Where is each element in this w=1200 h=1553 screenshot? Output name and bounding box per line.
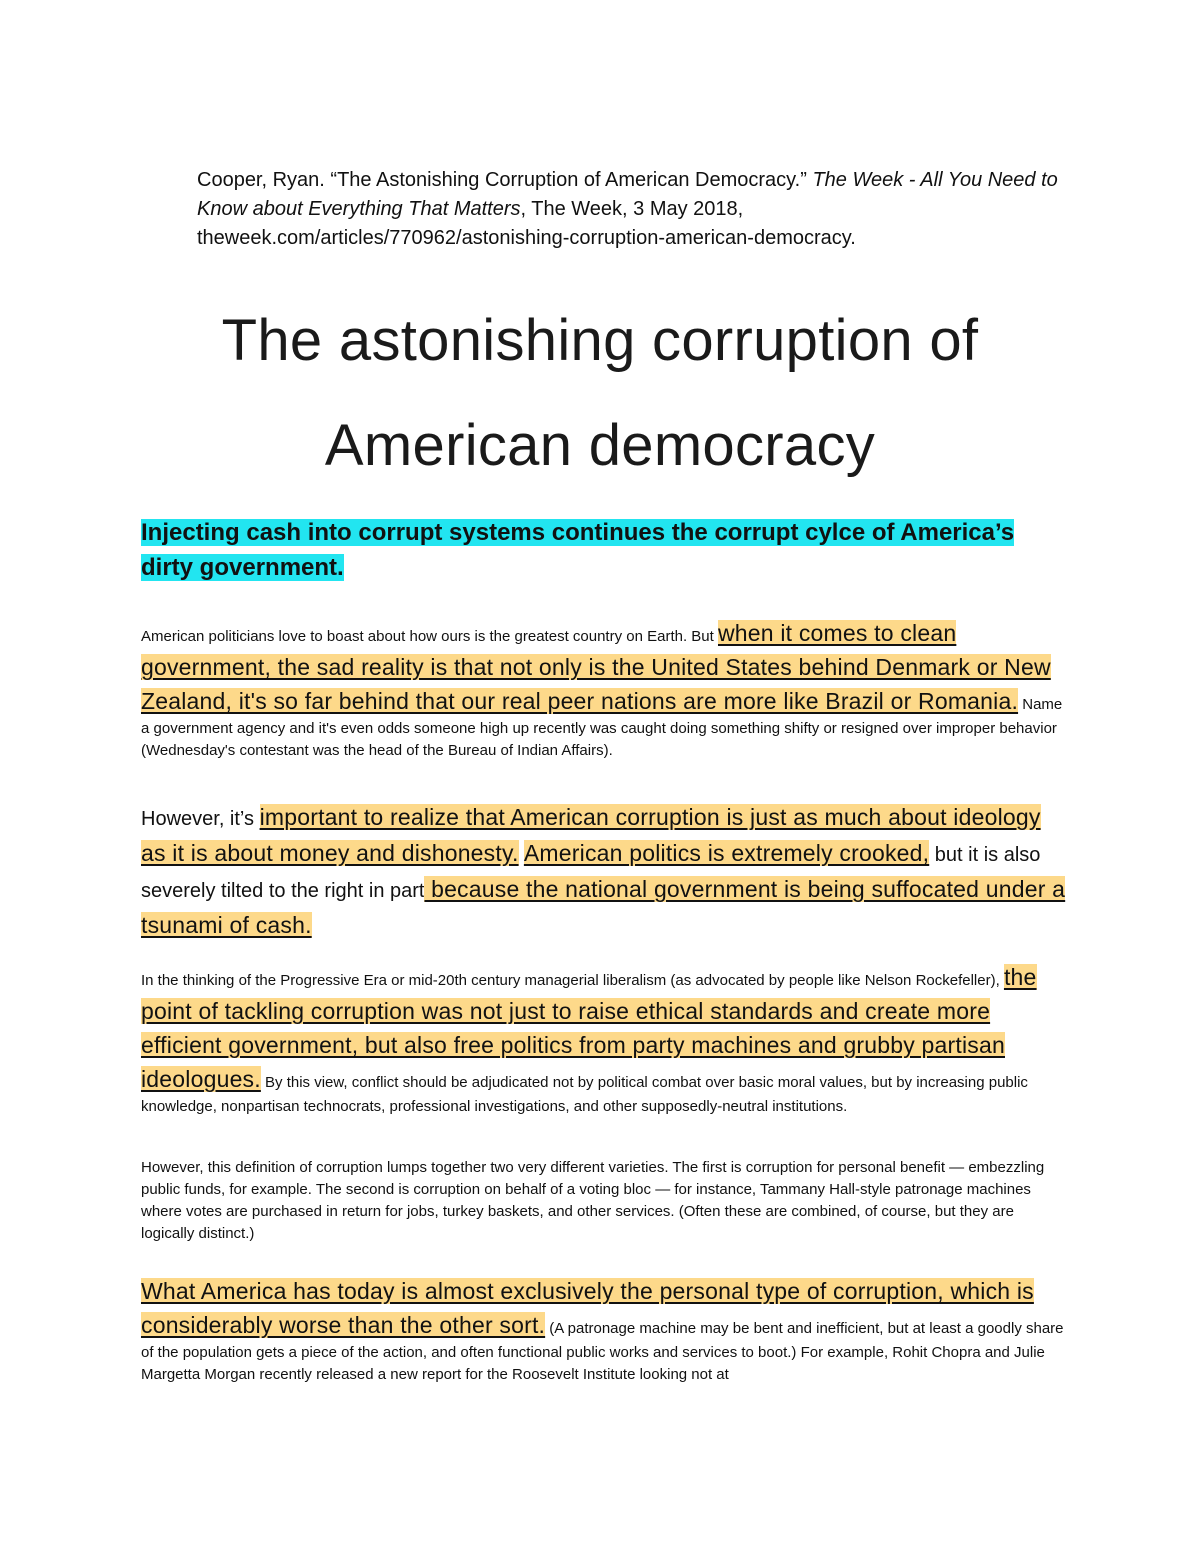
p2-middle: but it is also severely tilted to the right in part (141, 844, 1041, 902)
p2-highlight-1: important to realize that American corruption is just as much about ideology as it is about money and dishonesty. (141, 804, 1041, 866)
p1-intro: American politicians love to boast about how ours is the greatest country on Earth. But (141, 628, 718, 645)
p3-rest: By this view, conflict should be adjudicated not by political combat over basic moral values, but by increasing public knowledge, nonpartisan technocrats, professional investigations, and other supposedly-neutral institutions. (141, 1074, 1028, 1115)
citation-details: , The Week, 3 May 2018, theweek.com/articles/770962/astonishing-corruption-american-democracy. (197, 198, 856, 249)
p2-highlight-2: American politics is extremely crooked, (523, 840, 930, 866)
subheading (141, 515, 1071, 585)
citation-journal: The Week - All You Need to Know about Everything That Matters (197, 169, 1058, 220)
p3-intro: In the thinking of the Progressive Era or mid-20th century managerial liberalism (as advocated by people like Nelson Rockefeller), (141, 972, 1004, 989)
citation-author-title: Cooper, Ryan. “The Astonishing Corruption of American Democracy.” (197, 169, 813, 191)
paragraph-2 (141, 800, 1066, 942)
p1-rest: Name a government agency and it's even odds someone high up recently was caught doing something shifty or resigned over improper behavior (Wednesday's contestant was the head of the Bureau of Indian Affairs). (141, 696, 1063, 759)
paragraph-3 (141, 960, 1066, 1118)
p5-highlight: What America has today is almost exclusively the personal type of corruption, which is considerably worse than the other sort. (141, 1278, 1034, 1338)
p3-highlight: the point of tackling corruption was not just to raise ethical standards and create more efficient government, but also free politics from party machines and grubby partisan ideologues. (141, 964, 1037, 1092)
citation (197, 166, 1077, 253)
p5-rest: (A patronage machine may be bent and inefficient, but at least a goodly share of the population gets a piece of the action, and often functional public works and services to boot.) For example, Rohit Chopra and Julie Margetta Morgan recently released a new report for the Roosevelt Institute looking not at (141, 1320, 1064, 1383)
paragraph-1 (141, 616, 1066, 762)
p2-highlight-3: because the national government is being suffocated under a tsunami of cash. (141, 876, 1066, 938)
paragraph-5 (141, 1274, 1066, 1386)
paragraph-4: However, this definition of corruption lumps together two very different varieties. The first is corruption for personal benefit — embezzling public funds, for example. The second is corruption on behalf of a voting bloc — for instance, Tammany Hall-style patronage machines where votes are purchased in return for jobs, turkey baskets, and other services. (Often these are combined, of course, but they are logically distinct.) (141, 1159, 1045, 1242)
p1-highlight: when it comes to clean government, the sad reality is that not only is the United States behind Denmark or New Zealand, it's so far behind that our real peer nations are more like Brazil or Romania. (141, 620, 1051, 714)
page-title: The astonishing corruption of American democracy (221, 308, 979, 478)
p2-intro: However, it’s (141, 808, 260, 830)
subheading-text: Injecting cash into corrupt systems continues the corrupt cylce of America’s dirty government. (141, 519, 1015, 581)
